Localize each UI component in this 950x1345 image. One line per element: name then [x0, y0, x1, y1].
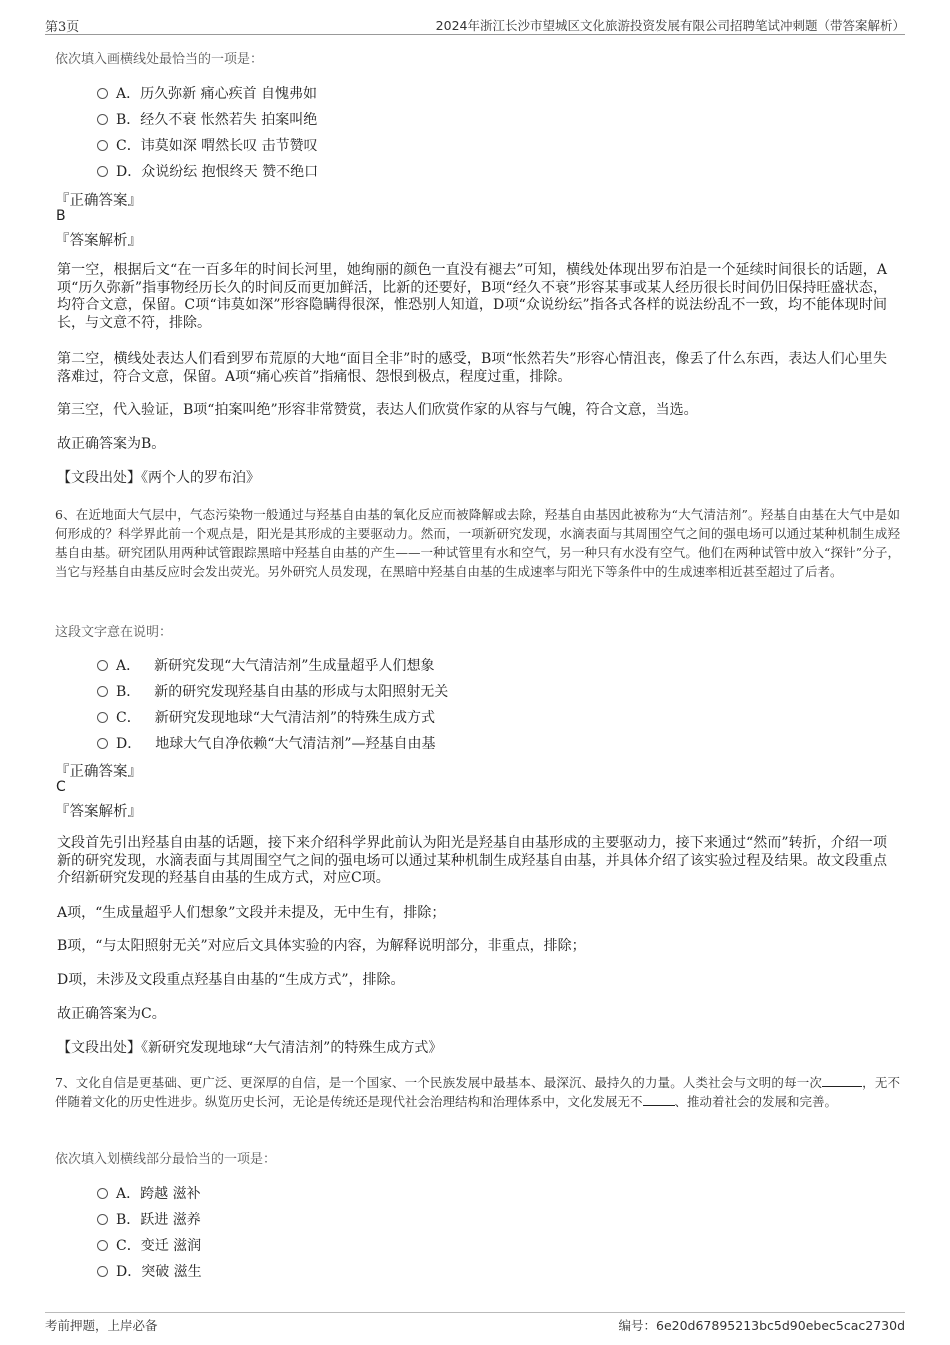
q7-option-d[interactable]: D． 突破 滋生	[97, 1261, 202, 1281]
radio-icon[interactable]	[97, 712, 108, 723]
q6-analysis-p2: A项，“生成量超乎人们想象”文段并未提及，无中生有，排除；	[57, 905, 446, 921]
q5-answer-label: 『正确答案』	[55, 193, 142, 209]
page-footer	[45, 1312, 905, 1337]
q7-option-c[interactable]: C． 变迁 滋润	[97, 1235, 201, 1255]
document-title: 2024年浙江长沙市望城区文化旅游投资发展有限公司招聘笔试冲刺题（带答案解析）	[435, 18, 905, 33]
page-number: 第3页	[45, 20, 80, 35]
q5-analysis-label: 『答案解析』	[55, 233, 142, 249]
q5-analysis-p4: 故正确答案为B。	[57, 436, 166, 452]
q5-prompt: 依次填入画横线处最恰当的一项是：	[55, 52, 264, 67]
q6-option-b[interactable]: B． 新的研究发现羟基自由基的形成与太阳照射无关	[97, 681, 448, 701]
q5-option-b[interactable]: B． 经久不衰 怅然若失 拍案叫绝	[97, 109, 317, 129]
q7-option-b[interactable]: B． 跃进 滋养	[97, 1209, 201, 1229]
radio-icon[interactable]	[97, 660, 108, 671]
q6-answer-label: 『正确答案』	[55, 764, 142, 780]
q7-prompt: 依次填入划横线部分最恰当的一项是：	[55, 1152, 277, 1167]
q5-option-d[interactable]: D． 众说纷纭 抱恨终天 赞不绝口	[97, 161, 318, 181]
q6-answer: C	[56, 779, 66, 795]
q6-prompt: 这段文字意在说明：	[55, 625, 173, 640]
q6-analysis-p5: 故正确答案为C。	[57, 1006, 166, 1022]
q5-option-c[interactable]: C． 讳莫如深 喟然长叹 击节赞叹	[97, 135, 318, 155]
radio-icon[interactable]	[97, 166, 108, 177]
document-id: 编号：6e20d67895213bc5d90ebec5cac2730d	[618, 1318, 905, 1333]
q7-option-a[interactable]: A． 跨越 滋补	[97, 1183, 201, 1203]
q5-answer: B	[56, 208, 66, 224]
q6-source: 【文段出处】《新研究发现地球“大气清洁剂”的特殊生成方式》	[57, 1040, 443, 1056]
radio-icon[interactable]	[97, 1266, 108, 1277]
q5-analysis-p2: 第二空，横线处表达人们看到罗布荒原的大地“面目全非”时的感受，B项“怅然若失”形容心情沮丧，像丢了什么东西，表达人们心里失落难过，符合文意，保留。A项“痛心疾首”指痛恨、怨恨到极点，程度过重，排除。	[57, 351, 887, 385]
q6-analysis-p1: 文段首先引出羟基自由基的话题，接下来介绍科学界此前认为阳光是羟基自由基形成的主要驱动力，接下来通过“然而”转折，介绍一项新的研究发现，水滴表面与其周围空气之间的强电场可以通过某种机制生成羟基自由基，并具体介绍了该实验过程及结果。故文段重点介绍新研究发现的羟基自由基的生成方式，对应C项。	[57, 835, 887, 886]
q5-analysis-p1: 第一空，根据后文“在一百多年的时间长河里，她绚丽的颜色一直没有褪去”可知，横线处体现出罗布泊是一个延续时间很长的话题，A项“历久弥新”指事物经历长久的时间反而更加鲜活，比新的还要好，B项“经久不衰”形容某事或某人经历很长时间仍旧保持旺盛状态，均符合文意，保留。C项“讳莫如深”形容隐瞒得很深，惟恐别人知道，D项“众说纷纭”指各式各样的说法纷乱不一致，均不能体现时间长，与文意不符，排除。	[57, 262, 887, 331]
q5-option-a[interactable]: A． 历久弥新 痛心疾首 自愧弗如	[97, 83, 317, 103]
q5-analysis-p3: 第三空，代入验证，B项“拍案叫绝”形容非常赞赏，表达人们欣赏作家的从容与气魄，符合文意，当选。	[57, 402, 698, 418]
q6-analysis-p4: D项，未涉及文段重点羟基自由基的“生成方式”，排除。	[57, 972, 405, 988]
q5-source: 【文段出处】《两个人的罗布泊》	[57, 470, 260, 486]
q6-option-d[interactable]: D． 地球大气自净依赖“大气清洁剂”—羟基自由基	[97, 733, 436, 753]
radio-icon[interactable]	[97, 88, 108, 99]
radio-icon[interactable]	[97, 114, 108, 125]
q6-option-c[interactable]: C． 新研究发现地球“大气清洁剂”的特殊生成方式	[97, 707, 435, 727]
page-header	[45, 12, 905, 35]
radio-icon[interactable]	[97, 1188, 108, 1199]
radio-icon[interactable]	[97, 686, 108, 697]
radio-icon[interactable]	[97, 738, 108, 749]
q6-option-a[interactable]: A． 新研究发现“大气清洁剂”生成量超乎人们想象	[97, 655, 434, 675]
radio-icon[interactable]	[97, 1214, 108, 1225]
q7-text: 7、文化自信是更基础、更广泛、更深厚的自信，是一个国家、一个民族发展中最基本、最深沉、最持久的力量。人类社会与文明的每一次 ，无不伴随着文化的历史性进步。纵览历史长河，无论是传统还是现代社会治理结构和治理体系中，文化发展无不 、推动着社会的发展和完善。	[55, 1075, 900, 1109]
blank-1	[822, 1074, 862, 1087]
q6-analysis-label: 『答案解析』	[55, 804, 142, 820]
radio-icon[interactable]	[97, 140, 108, 151]
radio-icon[interactable]	[97, 1240, 108, 1251]
blank-2	[643, 1093, 675, 1106]
footer-slogan: 考前押题，上岸必备	[45, 1318, 158, 1333]
q6-text: 6、在近地面大气层中，气态污染物一般通过与羟基自由基的氧化反应而被降解或去除，羟基自由基因此被称为“大气清洁剂”。羟基自由基在大气中是如何形成的？科学界此前一个观点是，阳光是其形成的主要驱动力。然而，一项新研究发现，水滴表面与其周围空气之间的强电场可以通过某种机制生成羟基自由基。研究团队用两种试管跟踪黑暗中羟基自由基的产生——一种试管里有水和空气，另一种只有水没有空气。他们在两种试管中放入“探针”分子，当它与羟基自由基反应时会发出荧光。另外研究人员发现，在黑暗中羟基自由基的生成速率与阳光下等条件中的生成速率相近甚至超过了后者。	[55, 507, 900, 579]
q6-analysis-p3: B项，“与太阳照射无关”对应后文具体实验的内容，为解释说明部分，非重点，排除；	[57, 938, 586, 954]
